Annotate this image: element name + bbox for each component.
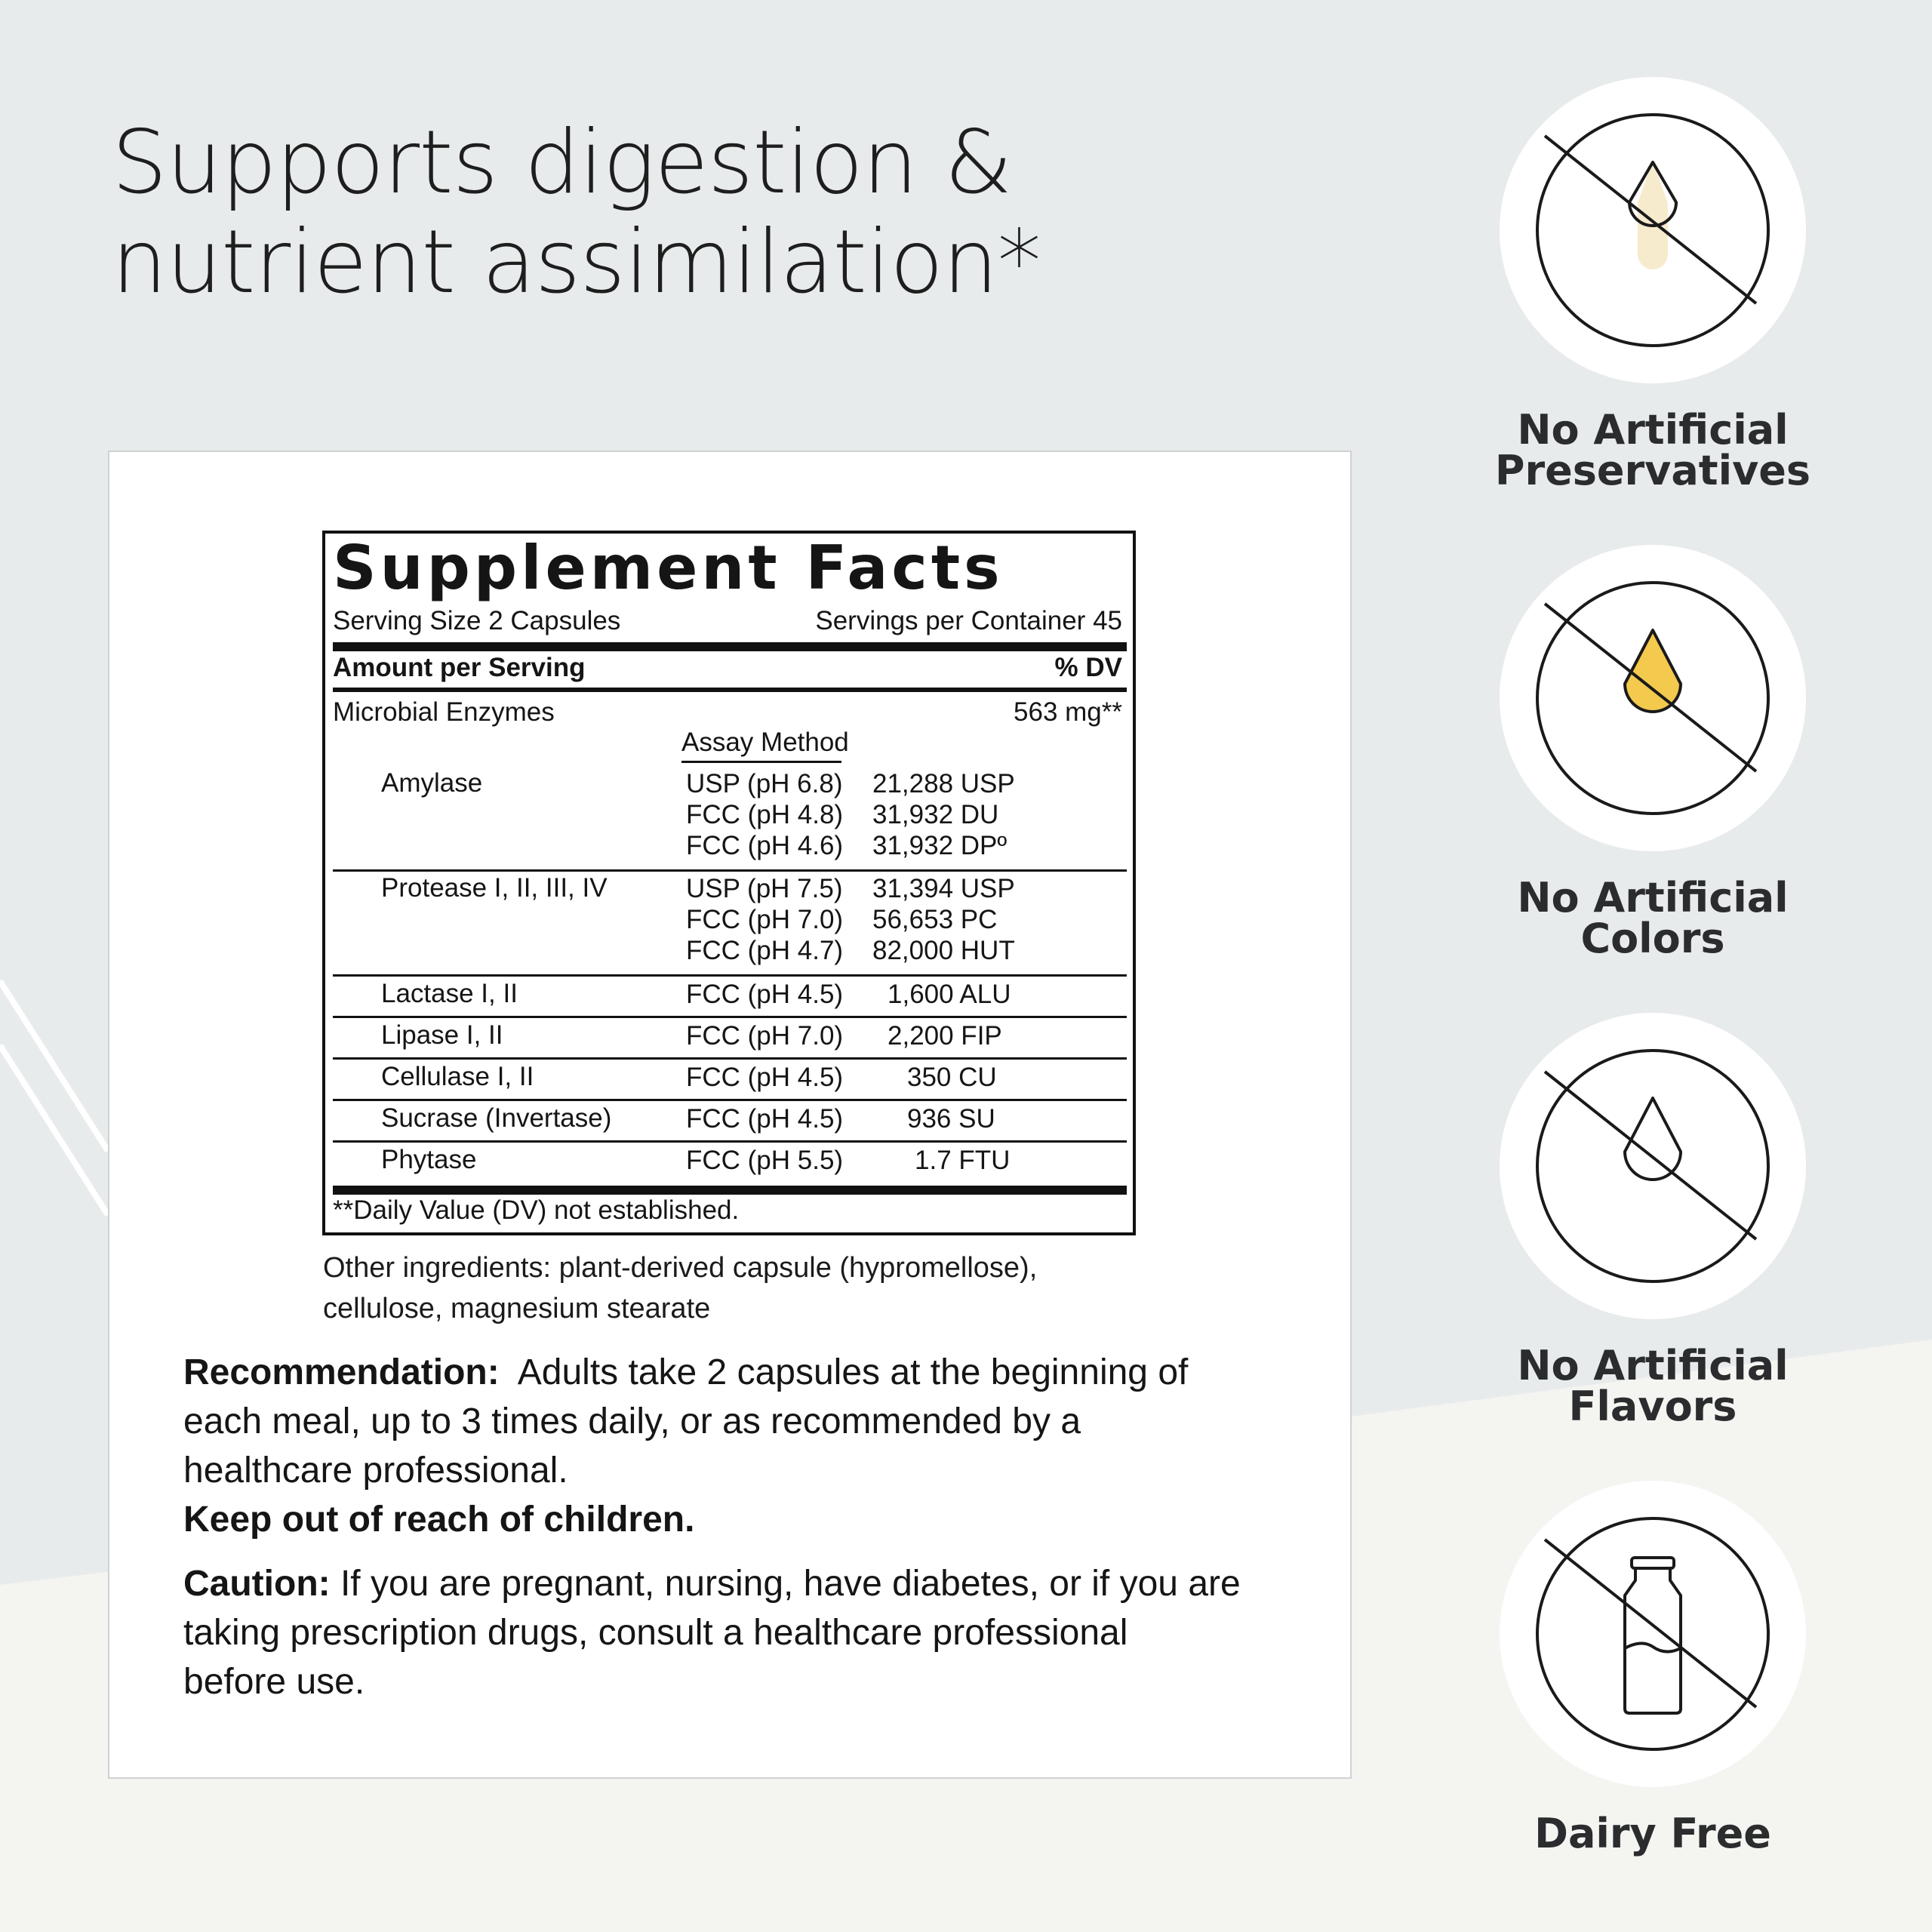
assay-method: FCC (pH 4.8) (686, 800, 844, 829)
badge-label-line-2: Preservatives (1494, 447, 1811, 494)
recommendation (183, 1348, 1278, 1544)
badge-no-preservatives (1500, 77, 1806, 383)
ingredient-amount: 350 CU (907, 1063, 997, 1092)
ingredient-name: Phytase (381, 1145, 477, 1174)
no-colors-drop-icon (1500, 545, 1806, 851)
medium-rule (333, 688, 1127, 692)
caution (183, 1559, 1278, 1706)
headline (112, 113, 1244, 312)
assay-method: FCC (pH 4.5) (686, 1063, 844, 1092)
ingredient-amount: 31,932 DPº (872, 831, 1008, 860)
dv-header: % DV (1054, 653, 1122, 682)
badge-label-line-1: No Artificial (1517, 874, 1789, 921)
ingredient-name: Amylase (381, 768, 483, 798)
badge-no-colors (1500, 545, 1806, 851)
assay-method: USP (pH 7.5) (686, 874, 843, 903)
other-ingredients-line-2: cellulose, magnesium stearate (323, 1293, 711, 1324)
caution-label: Caution: (183, 1564, 331, 1604)
no-flavors-drop-icon (1500, 1013, 1806, 1319)
group-name: Microbial Enzymes (333, 697, 555, 727)
assay-method: FCC (pH 4.7) (686, 936, 844, 965)
assay-method-underline (681, 761, 841, 763)
ingredient-amount: 31,932 DU (872, 800, 999, 829)
badge-no-flavors (1500, 1013, 1806, 1319)
row-divider (333, 1140, 1127, 1143)
headline-line-2: nutrient assimilation* (112, 211, 1041, 313)
ingredient-name: Lipase I, II (381, 1020, 503, 1050)
other-ingredients (323, 1247, 1153, 1329)
ingredient-amount: 31,394 USP (872, 874, 1015, 903)
ingredient-amount: 2,200 FIP (888, 1021, 1002, 1051)
assay-method: USP (pH 6.8) (686, 769, 843, 798)
ingredient-amount: 82,000 HUT (872, 936, 1015, 965)
assay-method: FCC (pH 7.0) (686, 1021, 844, 1051)
serving-size: Serving Size 2 Capsules (333, 606, 621, 635)
supplement-facts-table (322, 531, 1136, 1235)
caution-line-3: before use. (183, 1662, 365, 1702)
badge-label-line-2: Flavors (1568, 1383, 1737, 1430)
row-divider (333, 869, 1127, 872)
assay-method: FCC (pH 5.5) (686, 1146, 844, 1175)
recommendation-label: Recommendation: (183, 1352, 500, 1392)
recommendation-line-3: healthcare professional. (183, 1451, 568, 1491)
ingredient-amount: 1.7 FTU (915, 1146, 1011, 1175)
badge-label (1426, 874, 1879, 962)
recommendation-line-2: each meal, up to 3 times daily, or as recommended by a (183, 1401, 1081, 1441)
recommendation-line-1: Adults take 2 capsules at the beginning of (517, 1352, 1189, 1392)
ingredient-name: Cellulase I, II (381, 1062, 534, 1091)
ingredient-name: Protease I, II, III, IV (381, 873, 608, 903)
children-warning: Keep out of reach of children. (183, 1500, 695, 1540)
ingredient-name: Lactase I, II (381, 979, 518, 1008)
ingredient-amount: 936 SU (907, 1104, 995, 1134)
thick-rule (333, 1186, 1127, 1195)
no-preservatives-drop-icon (1500, 77, 1806, 383)
badge-label-line-1: No Artificial (1517, 406, 1789, 454)
assay-method: FCC (pH 4.5) (686, 1104, 844, 1134)
assay-method: FCC (pH 4.5) (686, 980, 844, 1009)
badge-dairy-free (1500, 1481, 1806, 1787)
badge-label-line-2: Colors (1580, 915, 1725, 962)
row-divider (333, 1099, 1127, 1101)
ingredient-amount: 1,600 ALU (888, 980, 1011, 1009)
caution-line-2: taking prescription drugs, consult a healthcare professional (183, 1613, 1128, 1653)
thick-rule (333, 642, 1127, 651)
amount-per-serving-header: Amount per Serving (333, 653, 586, 682)
other-ingredients-line-1: Other ingredients: plant-derived capsule (hypromellose), (323, 1252, 1038, 1284)
ingredient-amount: 21,288 USP (872, 769, 1015, 798)
caution-line-1: If you are pregnant, nursing, have diabetes, or if you are (340, 1564, 1241, 1604)
row-divider (333, 974, 1127, 977)
row-divider (333, 1057, 1127, 1060)
group-amount: 563 mg** (1014, 697, 1122, 727)
ingredient-name: Sucrase (Invertase) (381, 1103, 612, 1133)
facts-title: Supplement Facts (333, 533, 1004, 603)
badge-label (1426, 406, 1879, 494)
no-dairy-bottle-icon (1500, 1481, 1806, 1787)
assay-method-header: Assay Method (681, 728, 849, 757)
row-divider (333, 1016, 1127, 1018)
assay-method: FCC (pH 4.6) (686, 831, 844, 860)
dv-footnote: **Daily Value (DV) not established. (333, 1195, 740, 1225)
badge-label-line-1: Dairy Free (1534, 1810, 1771, 1857)
badge-label (1426, 1342, 1879, 1430)
assay-method: FCC (pH 7.0) (686, 905, 844, 934)
servings-per-container: Servings per Container 45 (815, 606, 1122, 635)
headline-line-1: Supports digestion & (112, 112, 1012, 214)
ingredient-amount: 56,653 PC (872, 905, 998, 934)
badge-label-line-1: No Artificial (1517, 1342, 1789, 1389)
badge-label (1426, 1810, 1879, 1857)
